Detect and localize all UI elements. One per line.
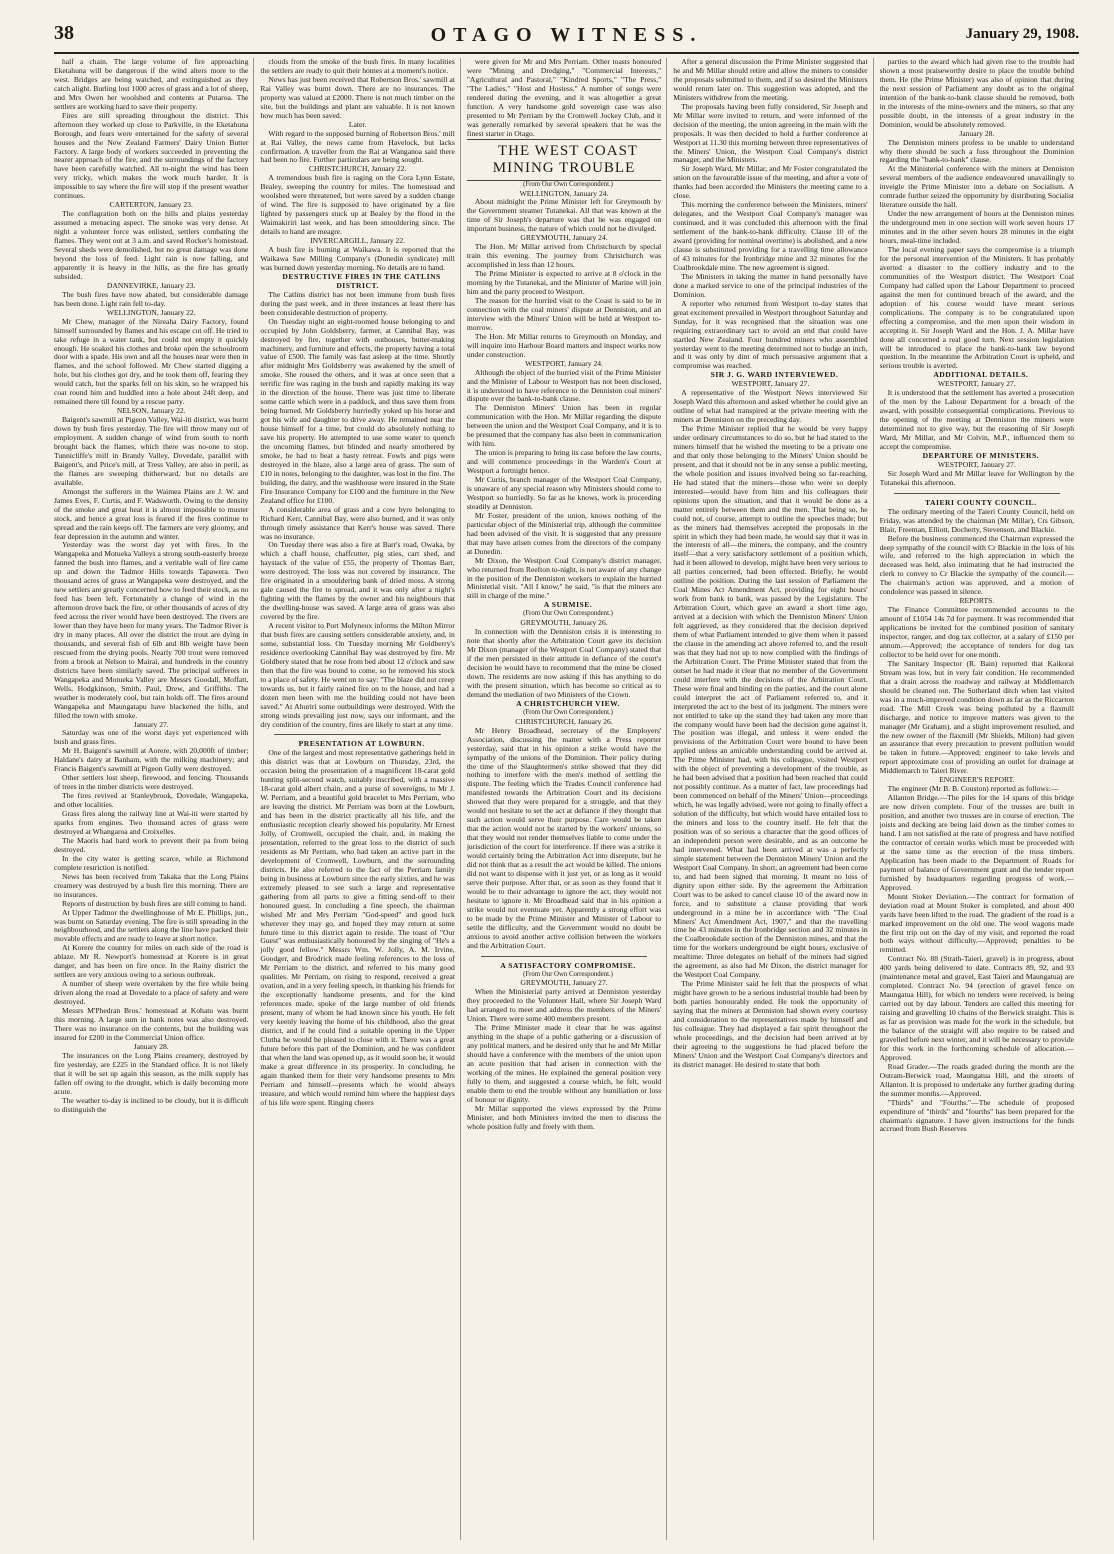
paragraph: Under the new arrangement of hours at the Denniston mines the underground men in one section will work seven hours 17 minutes and in the other seven hours 28 minutes in the eight hours, meal-time included.: [879, 209, 1075, 246]
dateline: CHRISTCHURCH, January 22.: [308, 164, 407, 174]
paragraph: In connection with the Denniston crisis it is interesting to note that shortly after the Arbitration Court gave its decision Mr Dixon (manager of the Westport Coal Company) stated that if the men persisted in their attitude in defiance of the court's decision he would have to recommend that the mine be closed down. The residents are now asking if this has anything to do with the present situation, which has become so critical as to demand the mediation of two Ministers of the Crown.: [466, 627, 662, 699]
paragraph: At Upper Tadmor the dwellinghouse of Mr E. Phillips, jun., was burnt on Saturday evening. The fire is still spreading in the neighbourhood, and the settlers along the line have packed their movable effects and are ready to leave at short notice.: [54, 907, 249, 944]
column-4: [673, 58, 873, 1540]
paragraph: Amongst the sufferers in the Waimea Plains are J. W. and James Eves, F. Curtis, and F. Wadsworth. Owing to the density of the smoke and great heat it is almost impossible to muster stock, and hence a great loss is feared if the fires continue to spread and the rain keeps off. The farmers are very gloomy, and fear depression in the autumn and winter.: [54, 486, 249, 541]
dateline: GREYMOUTH, January 27.: [520, 978, 608, 988]
paragraph: The Catlins district has not been immune from bush fires during the past week, and in three instances at least there has been considerable destruction of property.: [260, 289, 455, 317]
article-heading: PRESENTATION AT LOWBURN.: [298, 739, 425, 749]
paragraph: After a general discussion the Prime Minister suggested that he and Mr Millar should retire and allow the miners to consider the proposals submitted to them, and if so desired the Ministers would return later on. This suggestion was adopted, and the Ministers withdrew from the meeting.: [673, 58, 868, 102]
paragraph: The reason for the hurried visit to the Coast is said to be in connection with the coal miners' dispute at Denniston, and an interview with the Miners' Union will be held at Westport to-morrow.: [466, 295, 662, 332]
article-heading: A SURMISE.: [543, 600, 593, 610]
paragraph: parties to the award which had given rise to the trouble had shown a most praiseworthy desire to place the trouble behind them. He (the Prime Minister) was also of opinion that during the next session of Parliament any doubt as to the original intention of the bank-to-bank clause should be removed, both in the interests of the mine-owners and the miners, so that any possible doubt, in the interests of a great industry in the Dominion, would be absolutely removed.: [879, 58, 1075, 129]
paragraph: Mr Henry Broadhead, secretary of the Employers' Association, discussing the matter with a Press reporter yesterday, said that in his opinion a strike would have the sympathy of the unions of the Dominion. Their policy during the time of the Slaughtermen's strike showed that they did nothing to interfere with the men's method of settling the dispute. The feeling which the Trades Council conference had manifested towards the Arbitration Court and its decisions showed that they were prepared for a struggle, and that they would not hesitate to set the act at defiance if they thought that such action would serve their purpose. Care would be taken that the action would not be started by the workers' unions, so that they would not render themselves liable to come under the jurisdiction of the court for interference. If there was a strike it would certainly bring the Arbitration Act into disrepute, but he did not think that as a result the act would be killed. The unions did not want to dispense with it just yet, or as long as it would serve their purpose. After that, or as soon as they found that it would be to their advantage to ignore the act, they would not hesitate to ignore it. Mr Broadhead said that in his opinion a strike would not eventuate yet. Apparently a strong effort was to be made by the Prime Minister and Minister of Labour to settle the difficulty, and the Government would no doubt be anxious to avoid another active collision between the workers and the Arbitration Court.: [466, 725, 662, 950]
paragraph: About midnight the Prime Minister left for Greymouth by the Government steamer Tutanekai. All that was known at the time of Sir Joseph's departure was that he was engaged on important business, the nature of which could not be divulged.: [466, 197, 662, 234]
article-columns: [54, 58, 1079, 1540]
paragraph: A bush fire is burning at Waikawa. It is reported that the Waikawa Saw Milling Company's (Dunedin syndicate) mill was burned down yesterday morning. No details are to hand.: [260, 245, 455, 272]
paragraph: When the Ministerial party arrived at Denniston yesterday they proceeded to the Volunteer Hall, where Sir Joseph Ward had arranged to meet and address the members of the Miners' Union. There were some 400 members present.: [466, 987, 662, 1024]
paragraph: The Hon. Mr Millar returns to Greymouth on Monday, and will inquire into Harbour Board matters and inspect works now under construction.: [466, 331, 662, 359]
dateline: WESTPORT, January 27.: [731, 379, 810, 389]
column-2: [260, 58, 460, 1540]
dateline: ENGINEER'S REPORT.: [939, 775, 1015, 785]
dateline: CARTERTON, January 23.: [109, 200, 193, 210]
paragraph: Other settlers lost sheep, firewood, and fencing. Thousands of trees in the timber districts were destroyed.: [54, 773, 249, 792]
dateline: WESTPORT, January 27.: [937, 379, 1016, 389]
dateline: REPORTS.: [959, 596, 995, 606]
dateline: January 28.: [959, 128, 995, 138]
paragraph: With regard to the supposed burning of Robertson Bros.' mill at Rai Valley, the news came from Havelock, but lacks confirmation. A traveller from the Rai at Wanganoa said there had been no fire. Further particulars are being sought.: [260, 128, 455, 165]
paragraph: Mount Stoker Deviation.—The contract for formation of deviation road at Mount Stoker is completed, and about 400 yards have been lifted to the road. The gradient of the road is a marked improvement on the old one. The wool wagons made the first trip out on the day of my visit, and reported the road both ways without difficulty.—Approved; penalties to be remitted.: [879, 891, 1075, 955]
dateline: Later.: [348, 119, 367, 129]
paragraph: The conflagration both on the hills and plains yesterday assumed a menacing aspect. The smoke was very dense. At night a volunteer force was enlisted, settlers combating the flames. They went out at 3 a.m. and saved Rocker's homestead. Several sheds were demolished, but no great damage was done beyond the loss of feed. Light rain is now falling, and apparently it is heavy in the hills, as the fire has greatly subsided.: [54, 209, 249, 281]
dateline: WESTPORT, January 27.: [937, 459, 1016, 469]
divider: [894, 493, 1060, 494]
paragraph: This morning the conference between the Ministers, miners' delegates, and the Westport Coal Company's manager was continued, and it was concluded this afternoon with the final settlement of the bank-to-bank difficulty. Clause 10 of the award (providing for nominal overtime) is abolished, and a new clause is substituted providing for a travelling time allowance of 43 minutes for the Ironbridge mine and 32 minutes for the Coalbrookdale mine. The new agreement is signed.: [673, 200, 868, 272]
paragraph: The Sanitary Inspector (R. Bain) reported that Kaikorai Stream was low, but in very fair condition. He recommended that a drain across the roadway and railway at Middlemarch should be cleaned out. The Sutherland ditch when last visited was in a much-improved condition down as far as the Riccarton road. The Mill Creek was being polluted by a flaxmill discharge, and notice to improve matters was given to the manager (Mr Graham), and a slight improvement resulted, and the new owner of the flaxmill (Mr Shields, Milton) had given an assurance that every precaution to prevent pollution would be taken in future.—Approved; engineer to take levels and report approximate cost of providing an outlet for drainage at Middlemarch to Taieri River.: [879, 658, 1075, 776]
paragraph: The Ministers in taking the matter in hand personally have done a marked service to one of the principal industries of the Dominion.: [673, 271, 868, 299]
paragraph: At Korere the country for miles on each side of the road is ablaze. Mr R. Newport's homestead at Korere is in great danger, and has been on fire once. In the Rainy district the settlers are very anxious owing to a serious outbreak.: [54, 943, 249, 980]
paragraph: The engineer (Mr B. B. Couston) reported as follows:—: [887, 784, 1059, 794]
paragraph: The Denniston Miners' Union has been in regular communication with the Hon. Mr Millar regarding the dispute between the union and the Westport Coal Company, and it is to be presumed that the company has also been in communication with him.: [466, 403, 662, 449]
dateline: CHRISTCHURCH, January 26.: [515, 716, 613, 726]
dateline: DANNEVIRKE, January 23.: [106, 280, 196, 290]
paragraph: The ordinary meeting of the Taieri County Council, held on Friday, was attended by the chairman (Mr Millar), Crs Gibson, Blair, Freeman, Elliott, Docherty, Stevenson, and Blackie.: [879, 506, 1075, 534]
major-heading: THE WEST COAST MINING TROUBLE: [467, 139, 661, 181]
paragraph: were given for Mr and Mrs Perriam. Other toasts honoured were "Mining and Dredging," "Commercial Interests," "Agricultural and Pastoral," "Kindred Sports," "The Press," "The Ladies," "Host and Hostess." A number of songs were rendered during the evening, and it was altogether a great function. A very handsome gold sovereign case was also presented to Mr Perriam by the Cromwell Jockey Club, and it was generally remarked by several speakers that he was the finest starter in Otago.: [466, 58, 662, 138]
paragraph: The weather to-day is inclined to be cloudy, but it is difficult to distinguish the: [54, 1095, 249, 1114]
paragraph: The Hon. Mr Millar arrived from Christchurch by special train this evening. The journey from Christchurch was accomplished in less than 12 hours.: [466, 242, 662, 270]
paragraph: Saturday was one of the worst days yet experienced with bush and grass fires.: [54, 728, 249, 747]
byline: (From Our Own Correspondent.): [523, 970, 613, 978]
paragraph: A representative of the Westport News interviewed Sir Joseph Ward this afternoon and asked whether he could give an outline of what had transpired at the private meeting with the miners at Denniston on the preceding day.: [673, 388, 868, 425]
paragraph: A number of sheep were overtaken by the fire while being driven along the road at Dovedale to a place of safety and were destroyed.: [54, 979, 249, 1007]
paragraph: Allanton Bridge.—The piles for the 14 spans of this bridge are now driven complete. Four of the trusses are built in position, and another two trusses are in course of erection. The joists and decking are being laid down as the timber comes to hand. I am not satisfied at the rate of progress and have notified the contractor of certain works which must be proceeded with at the same time as the erection of the truss timbers. Application has been made to the Department of Roads for payment of balance of Government grant and the tender report furnished by headquarters regarding progress of work.—Approved.: [879, 793, 1075, 892]
paragraph: Sir Joseph Ward and Mr Millar leave for Wellington by the Tutanekai this afternoon.: [879, 468, 1075, 487]
paragraph: On Tuesday night an eight-roomed house belonging to and occupied by John Goldsberry, farmer, at Cannibal Bay, was destroyed by fire, together with outhouses, butter-making machinery, and furniture and effects, the property having a total value of £500. The family was fast asleep at the time. Shortly after midnight Mrs Goldsberry was awakened by the smell of smoke. She roused the others, and it was at once seen that a terrific fire was raging in the bush and rapidly making its way in the direction of the house. There was just time to liberate some cattle which were in a paddock, and thus save them from being burned. Mr Goldsberry hurriedly yoked up his horse and got his wife and daughter to drive away. He remained near the house himself for a time, but could do absolutely nothing to save his property. He attempted to use some water to quench the oncoming flames, but blinded and nearly smothered by smoke, he had to beat a hasty retreat. Fowls and pigs were destroyed in the blaze, also a large area of grass. The sum of £10 in notes, belonging to the daughter, was lost in the fire. The building, the dairy, and the washhouse were insured in the State Fire Insurance Company for £100 and the furniture in the New Zealand office for £100.: [260, 316, 455, 505]
paragraph: In the city water is getting scarce, while at Richmond complete restriction is notified.: [54, 853, 249, 872]
article-heading: ADDITIONAL DETAILS.: [933, 370, 1029, 380]
paragraph: The bush fires have now abated, but considerable damage has been done. Light rain fell to-day.: [54, 289, 249, 308]
paragraph: The union is preparing to bring its case before the law courts, and will commence proceedings in the Warden's Court at Westport a fortnight hence.: [466, 448, 662, 476]
paragraph: clouds from the smoke of the bush fires. In many localities the settlers are ready to quit their homes at a moment's notice.: [260, 58, 455, 75]
paragraph: The Maoris had hard work to prevent their pa from being destroyed.: [54, 835, 249, 854]
paragraph: The Finance Committee recommended accounts to the amount of £1054 14s 7d for payment. It was recommended that applications be invited for the combined position of sanitary inspector, ranger, and dog tax collector, at a salary of £150 per annum.—Approved; the acceptance of tenders for dog tax collector to be held over for one month.: [879, 605, 1075, 659]
dateline: January 27.: [133, 719, 169, 729]
paragraph: The Prime Minister said he felt that the prospects of what might have grown to be a serious industrial trouble had been by both parties honourably ended. He took the opportunity of saying that the miners at Denniston had shown every courtesy and consideration to the representatives made by himself and his colleague. They had displayed a fair spirit throughout the whole proceedings, and the decision had been arrived at by their agreeing to the suggestions he had placed before the Miners' Union and the Westport Coal Company's directors and its district manager. He desired to state that both: [673, 979, 868, 1069]
dateline: INVERCARGILL, January 22.: [310, 236, 406, 246]
masthead: [54, 22, 1079, 54]
article-heading: A SATISFACTORY COMPROMISE.: [500, 960, 636, 970]
paragraph: Baigent's sawmill at Pigeon Valley, Wai-iti district, was burnt down by bush fires yesterday. The fire will throw many out of employment. A sudden change of wind from south to north brought back the flames, which there was no-one to stop. Tunnicliffe's mill in Brandy Valley, Dovedale, parallel with Baigent's, and Price's mill, at Tress Valley, are also in peril, as the flames are sweeping thitherward, but no details are available.: [54, 415, 249, 487]
dateline: GREYMOUTH, January 26.: [520, 618, 608, 628]
paragraph: News has been received from Takaka that the Long Plains creamery was destroyed by a bush fire this morning. There are no insurances.: [54, 871, 249, 899]
dateline: NELSON, January 22.: [116, 406, 186, 416]
paragraph: Sir Joseph Ward, Mr Millar, and Mr Foster congratulated the union on the favourable issue of the meeting, and after a vote of thanks had been accorded the Ministers the meeting came to a close.: [673, 164, 868, 201]
article-heading: SIR J. G. WARD INTERVIEWED.: [710, 370, 839, 380]
paragraph: Grass fires along the railway line at Wai-iti were started by sparks from engines. Two thousand acres of grass were destroyed at Whangaroa and Croixelles.: [54, 809, 249, 836]
dateline: WELLINGTON, January 22.: [106, 307, 196, 317]
paragraph: The local evening paper says the compromise is a triumph for the personal intervention of the Ministers. It has probably averted a disaster to the colliery industry and to the communities of the Westport district. The Westport Coal Company had called upon the Labour Department to proceed against the men for continued breach of the award, and the adoption of his course would have meant serious complications. The company is to be congratulated upon effecting a compromise, and the men upon their wisdom in accepting it. Sir Joseph Ward and the Hon. J. A. Millar have done all concerned a real good turn. Next session legislation will be introduced to place the bank-to-bank law beyond question. In the meantime the Arbitration Court is upheld, and serious trouble is averted.: [879, 245, 1075, 371]
paragraph: half a chain. The large volume of fire approaching Eketahuna will be dangerous if the wind alters more to the west. Bridges are being watched, and extinguished as they catch alight. Burling lost 1000 acres of grass and a lot of sheep, and Mrs Owen her woolshed and contents at Putaroa. The settlers are working hard to save their property.: [54, 58, 249, 111]
paragraph: Mr H. Baigent's sawmill at Aorere, with 20,000ft of timber; Haldane's dairy at Banham, with the milking machinery; and Francis Baigent's sawmill at Pigeon Gully were destroyed.: [54, 746, 249, 774]
paragraph: News has just been received that Robertson Bros.' sawmill at Rai Valley was burnt down. There are no insurances. The property was valued at £2000. There is not much timber on the site, but the buildings and plant are valuable. It is not known how much has been saved.: [260, 74, 455, 120]
paragraph: A reporter who returned from Westport to-day states that great excitement prevailed in Westport throughout Saturday and Sunday, for it was recognised that the situation was one requiring extraordinary tact to avoid an end that could have startled New Zealand. Four hundred miners who assembled yesterday went to the meeting determined not to budge an inch, and it was only by dint of much persuasive argument that a compromise was reached.: [673, 298, 868, 371]
paragraph: Contract No. 88 (Strath-Taieri, gravel) is in progress, about 400 yards being delivered to date. Contracts 89, 92, and 93 (maintenance metal and gravel, East Taieri and Maungatua) are completed. Contract No. 94 (erection of gravel fence on Maungatua Hill), for which no tenders were received, is being carried out by day labour. Tenders are called this meeting for raising and gravelling 10 chains of the Berwick straight. This is as far as provision was made for the work in the schedule, but the balance of the straight will also require to be raised and gravelled before next winter, and it will be necessary to provide for this work in the forthcoming schedule of allocation.—Approved.: [879, 954, 1075, 1062]
paragraph: The Prime Minister replied that he would be very happy under ordinary circumstances to do so, but he had stated to the miners himself that he wished the meeting to be a private one and that only those belonging to the Miners' Union should be present, and that it should not be in any sense a public meeting, the whole position and issues involved being so far-reaching. He had stated that the miners—those who were so deeply interested—would have from him and his colleagues their opinions upon the situation, and that it would be done as a matter entirely between them and the men. That being so, he could not, of course, attempt to outline the speeches made; but as the miners had themselves accepted the proposals in the spirit in which they had been made, he would say that it was in the interests of all—the miners, the company, and the country itself—that a very satisfactory settlement of a position which, had it been allowed to develop, might have been very serious to all parties concerned, had been effected. Briefly, he would outline the position. During the last session of Parliament the Coal Mines Act Amendment Act, providing for eight hours' work from bank to bank, was passed by the Legislature. The Arbitration Court, which gave an award a short time ago, arrived at a decision with which the Denniston Miners' Union felt aggrieved, as they considered that the decision deprived them of what Parliament intended to give them when it passed the clause in the amending act above referred to, and the result was that they had not up to now complied with the findings of the Arbitration Court. The Prime Minister stated that from the outset he had made it clear that no member of the Government could interfere with the decisions of the Arbitration Court. These were final and binding on the parties, and the court alone could interpret the act of Parliament referred to, and it interpreted the act to the best of its judgment. The miners were not entitled to take up the stand they had taken any more than the company would have been had the decision gone against it. The position was illegal, and unless it were ended the provisions of the Arbitration Court were bound to have been applied unless an amicable understanding could be arrived at. The Prime Minister had, with his colleague, visited Westport with the object of preventing a development of the trouble, as he had been advised that a position had been reached that could not possibly continue. As a matter of fact, law proceedings had been commenced on behalf of the Miners' Union—proceedings which, he was legally advised, were not going to finally effect a solution of the difficulty, but which would have entailed loss to the miners and loss to the country itself. He felt that the position was of so serious a character that the good offices of an independent person were desirable, and as an outcome he had intervened. What had been arrived at was a perfectly simple statement between the Denniston Miners' Union and the Westport Coal Company. In short, an agreement had been come to, and had been signed that morning. It meant no loss of dignity upon either side. By the agreement the Arbitration Court was to be asked to cancel clause 10 of the award now in force, and to substitute a clause providing that work underground in a mine be in accordance with "The Coal Miners' Act Amendment Act, 1907," and that the travelling time be 43 minutes in the Ironbridge section and 32 minutes in the Coalbrookdale section of the Denniston mines, and that the time for the workers underground be eight hours, exclusive of mealtime. Three delegates on behalf of the miners had signed the agreement, as also had Mr Dixon, the district manager for the Westport Coal Company.: [673, 424, 868, 980]
paragraph: "Thirds" and "Fourths."—The schedule of proposed expenditure of "thirds" and "fourths" has been prepared for the chairman's signature. I have given instructions for the funds accrued from Bush Reserves: [879, 1097, 1075, 1134]
paragraph: The insurances on the Long Plains creamery, destroyed by fire yesterday, are £225 in the Standard office. It is not likely that it will be set up again this season, as the milk supply has fallen off owing to the drought, which is daily becoming more acute.: [54, 1050, 249, 1096]
paragraph: Reports of destruction by bush fires are still coming to hand.: [62, 898, 247, 908]
divider: [481, 956, 647, 957]
paragraph: The Prime Minister made it clear that he was against anything in the shape of a public gathering or a discussion of any political matters, and he desired only that he and Mr Millar should have a conference with the members of the union upon an acute position that had arisen in connection with the working of the mines. He explained the general position very fully to them, and suggested a course which, he felt, would enable them to end the trouble without any humiliation or loss of honour or dignity.: [466, 1023, 662, 1104]
newspaper-title: OTAGO WITNESS.: [430, 24, 703, 46]
article-heading: DESTRUCTIVE FIRES IN THE CATLINS DISTRICT.: [282, 271, 441, 290]
issue-date: January 29, 1908.: [965, 26, 1079, 42]
page-number: 38: [54, 22, 74, 44]
paragraph: Mr Curtis, branch manager of the Westport Coal Company, is unaware of any special reason why Ministers should come to Westport so hurriedly. So far as he knows, work is proceeding steadily at Denniston.: [466, 475, 662, 511]
paragraph: Although the object of the hurried visit of the Prime Minister and the Minister of Labour to Westport has not been disclosed, it is understood to have reference to the Denniston coal miners' dispute over the bank-to-bank clause.: [466, 367, 662, 404]
paragraph: At the Ministerial conference with the miners at Denniston several members of the audience endeavoured unavailingly to inveigle the Prime Minister into a debate on Socialism. A comrade further seized the opportunity by distributing Socialist literature outside the hall.: [879, 164, 1075, 210]
paragraph: A recent visitor to Port Molyneux informs the Milton Mirror that bush fires are causing settlers considerable anxiety, and, in some, substantial loss. On Tuesday morning Mr Goldberry's residence overlooking Cannibal Bay was destroyed by fire. Mr Goldbery stated that he rose from bed about 12 o'clock and saw then that the fire was bound to come, so he removed his stock to a place of safety. He went on to say: "The blaze did not creep towards us, but it fairly rained fire on to the house, and had a dozen men been with me the building could not have been saved." At Ahuriri some outbuildings were destroyed. With the strong winds prevailing just now, says our informant, and the dry condition of the country, fires are likely to start at any time.: [260, 621, 455, 729]
dateline: WESTPORT, January 24.: [525, 358, 603, 368]
column-1: [54, 58, 254, 1540]
paragraph: One of the largest and most representative gatherings held in this district was that at Lowburn on Thursday, 23rd, the occasion being the presentation of a magnificent 18-carat gold hunting split-second watch, suitably inscribed, with a massive 18-carat gold albert chain, and a purse of sovereigns, to Mr J. W. Perriam, and a beautiful gold bracelet to Mrs Perriam, who are leaving the district. Mr Perriam was born at the Lowburn, and has been in the district practically all his life, and the enthusiastic reception clearly showed his popularity. Mr Ernest Jolly, of Cromwell, occupied the chair, and, in making the presentation, referred to the great loss to the district of such residents as Mr Perriam, who had taken an active part in the development of Cromwell, Lowburn, and the surrounding districts. He also referred to the fact of the Perriam family being in business at Lowburn since the early sixties, and he was extremely pleased to see such a large and representative gathering from all parts to give a fitting send-off to their honoured guest. In concluding a fine speech, the chairman wished Mr and Mrs Perriam "God-speed" and good luck wherever they may go, and hoped they may return at some future time to this district again to reside. The toast of "Our Guest" was enthusiastically honoured by the singing of "He's a jolly good fellow." Messrs Wm. W. Jolly, A. M. Irvine, Goodger, and Brodrick made feeling references to the loss of Mr Perriam to the district, and referred to his many good qualities. Mr Perriam, on rising to respond, received a great ovation, and in a very feeling speech, in thanking his friends for the exceptionally handsome presents, and for the kind references made, spoke of the large number of old friends present, many of whom he had known since his youth. He felt very keenly leaving the home of his childhood, also the great district, and if he could find a suitable opening in the Upper Clutha he would be pleased to close with it. There was a great future before this part of the Dominion, and he was confident that when the land was opened up, as it would soon be, it would make a great difference in its prosperity. In concluding, he again thanked them for their very handsome presents to Mrs Perriam and himself—presents which he would always treasure, and which would remind him where the happiest days of his life were spent. Ringing cheers: [260, 748, 455, 1107]
article-heading: DEPARTURE OF MINISTERS.: [922, 450, 1040, 460]
paragraph: Messrs M'Phedran Bros.' homestead at Kohatu was burnt this morning. A large sum in bank notes was also destroyed. There was no insurance on the contents, but the building was insured for £200 in the Commercial Union office.: [54, 1006, 249, 1042]
byline: (From Our Own Correspondent.): [523, 180, 613, 188]
article-heading: A CHRISTCHURCH VIEW.: [516, 698, 620, 708]
dateline: GREYMOUTH, January 24.: [520, 233, 608, 243]
paragraph: Mr Chew, manager of the Nireaha Dairy Factory, found himself surrounded by flames and his escape cut off. He tried to take refuge in a water tank, but could not empty it quickly enough. He soaked his clothes and broke open the schoolroom door with a spade. His own and all the houses near were then in flames, and the school followed. Mr Chew started digging a hole, but his clothes got dry, and he took them off, fearing they would catch, but the sparks fell on his skin, so he wrapped his coat round him and huddled into a hole about 24ft deep, and remained there till found by a rescue party.: [54, 316, 249, 407]
byline: (From Our Own Correspondent.): [523, 610, 613, 618]
byline: (From Our Own Correspondent.): [523, 708, 613, 716]
paragraph: The Prime Minister is expected to arrive at 8 o'clock in the morning by the Tutanekai, and the Minister of Marine will join him and the party proceed to Westport.: [466, 269, 662, 297]
paragraph: The Denniston miners profess to be unable to understand why there should be such a fuss throughout the Dominion regarding the "bank-to-bank" clause.: [879, 137, 1075, 165]
paragraph: It is understood that the settlement has averted a prosecution of the men by the Labour Department for a breach of the award, with possible consequential complications. Previous to the opening of the meeting at Denniston the miners were determined not to give way, but the reasoning of Sir Joseph Ward, Mr Millar, and Mr Colvin, M.P., influenced them to accept the compromise.: [879, 388, 1075, 451]
paragraph: Mr Dixon, the Westport Coal Company's district manager, who returned from Reefton to-night, is not aware of any change in the position of the Denniston workers to explain the hurried Ministerial visit. "All I know," he said, "is that the miners are still in charge of the mine.": [466, 555, 662, 601]
dateline: January 28.: [133, 1041, 169, 1051]
paragraph: The fires revived at Stanleybrook, Dovedale, Wangapeka, and other localities.: [54, 791, 249, 810]
paragraph: On Tuesday there was also a fire at Barr's road, Owaka, by which a chaff house, chaffcutter, pig sties, cart shed, and haystack of the value of £55, the property of Thomas Barr, were destroyed. The loss was not covered by insurance. The fire originated in a smouldering bank of dried moss. A strong gale caused the fire to spread, and it was only after a night's fighting with the flames by the owner and his neighbours that the dwelling-house was saved. A large area of grass was also covered by the fire.: [260, 540, 455, 622]
paragraph: A tremendous bush fire is raging on the Cora Lynn Estate, Bealey, sweeping the country for miles. The homestead and woolshed were threatened, but were saved by a sudden change of wind. The fire is supposed to have originated by a fire lighted by passengers stuck up at Bealey by the flood in the Waimakiriri last week, and has been smouldering since. The details to hand are meagre.: [260, 173, 455, 237]
paragraph: Before the business commenced the Chairman expressed the deep sympathy of the council with Cr Blackie in the loss of his wife, and referred to the high appreciation in which the deceased was held, also intimating that he had instructed the clerk to convey to Cr Blackie the sympathy of the council.—The chairman's action was approved, and a motion of condolence was passed in silence.: [879, 533, 1075, 597]
paragraph: Mr Foster, president of the union, knows nothing of the particular object of the Ministerial trip, although the committee had been advised of the visit. It is suggested that any pressure that may have arisen comes from the directors of the company at Dunedin.: [466, 510, 662, 556]
paragraph: A considerable area of grass and a cow byre belonging to Richard Kerr, Cannibal Bay, were also burned, and it was only through timely assistance that Kerr's house was saved. There was no insurance.: [260, 504, 455, 541]
divider: [274, 734, 440, 735]
dateline: WELLINGTON, January 24.: [519, 188, 609, 198]
column-3: [467, 58, 667, 1540]
paragraph: Mr Millar supported the views expressed by the Prime Minister, and both Ministers invited the men to discuss the whole position fully and freely with them.: [466, 1103, 662, 1131]
paragraph: Yesterday was the worst day yet with fires. In the Wangapeka and Motueka Valleys a strong south-easterly breeze fanned the bush into flames, and a veritable wall of fire came up and down the Tadmor Hills towards Tapawera. Two thousand acres of grass at Wangapeka were destroyed, and the new settlers are greatly concerned how to feed their stock, as no feed has been left. Fortunately a change of wind in the afternoon drove back the fire, or other thousands of acres of dry feed across the river would have been destroyed. The rivers are lower than they have been for many years. The Tadmor River is dry in many places. All over the district the trout are dying in thousands, and several fish of 6lb and 8lb weight have been rescued from the drying pools. Nearly 700 trout were removed from a brook at Nelson to Mairai, and hundreds in the country districts have been similarly saved. The principal sufferers in Wangapeka and Motueka Valley are Messrs Goodall, Moffatt, Wells, Hodgkinson, Smith, Paul, Drew, and Griffiths. The weather is moderately cool, but rain holds off. The fires around Wangapeka and Maungatapu have blackened the hills, and filled the town with smoke.: [54, 540, 249, 720]
paragraph: The proposals having been fully considered, Sir Joseph and Mr Millar were invited to return, and were informed of the decision of the meeting, the union agreeing in the main with the proposals. It was then decided to hold a further conference at Westport at 11.30 this morning between three representatives of the Miners' Union, the Westport Coal Company's district manager, and the Ministers.: [673, 101, 868, 165]
paragraph: Road Grader.—The roads graded during the month are the Outram-Berwick road, Maungatua Hill, and the streets of Allanton. It is proposed to undertake any further grading during the summer months.—Approved.: [879, 1061, 1075, 1098]
article-heading: TAIERI COUNTY COUNCIL.: [925, 497, 1037, 507]
column-5: [880, 58, 1079, 1540]
paragraph: Fires are still spreading throughout the district. This afternoon they worked up close to Parkville, in the Eketahuna Borough, and fears were entertained for the safety of several houses and the New Zealand Farmers' Dairy Union Butter Factory. A large body of workers succeeded in preventing the nearer approach of the fire, and the surroundings of the factory have been carefully watched. All to-night the wind has been very tricky, which makes the work much harder. It is impossible to say where the fire will stop if the present weather continues.: [54, 110, 249, 201]
